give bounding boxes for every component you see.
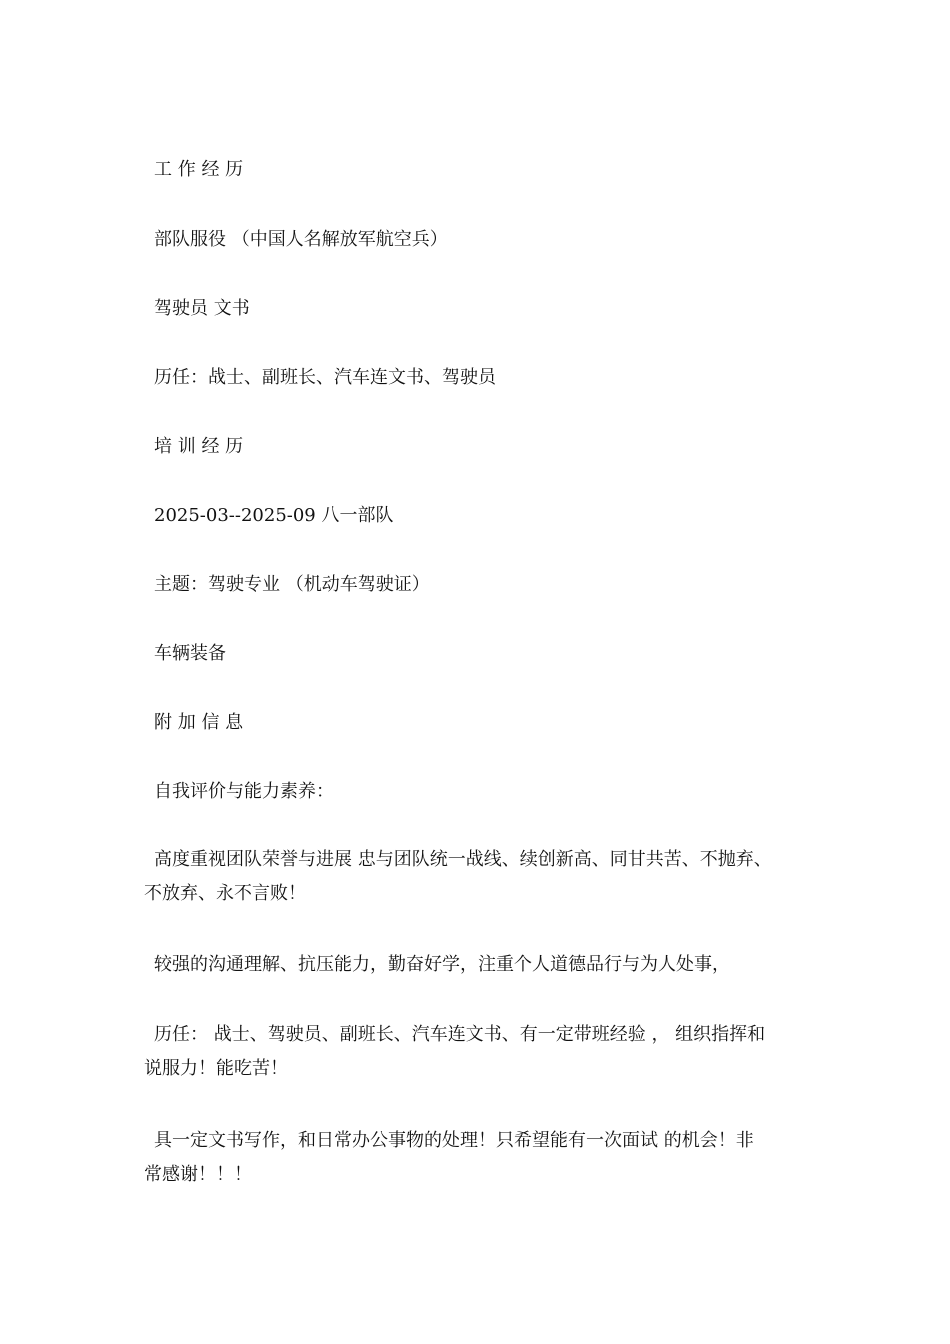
- section-heading-training: 培 训 经 历: [154, 436, 244, 457]
- section-heading-work-experience: 工 作 经 历: [154, 159, 244, 180]
- training-topic-line: 主题：驾驶专业 （机动车驾驶证）: [154, 574, 430, 595]
- position-line: 驾驶员 文书: [154, 298, 250, 319]
- paragraph-line: 较强的沟通理解、抗压能力，勤奋好学，注重个人道德品行与为人处事，: [154, 954, 730, 975]
- self-evaluation-paragraph-2: [144, 948, 814, 982]
- paragraph-line: 常感谢！！！: [144, 1164, 252, 1185]
- self-evaluation-paragraph-1: [144, 843, 814, 911]
- self-evaluation-paragraph-4: [144, 1124, 814, 1192]
- training-period-line: 2025-03--2025-09 八一部队: [154, 505, 394, 526]
- paragraph-line: 高度重视团队荣誉与进展 忠与团队统一战线、续创新高、同甘共苦、不抛弃、: [154, 849, 772, 870]
- military-service-line: 部队服役 （中国人名解放军航空兵）: [154, 229, 448, 250]
- paragraph-line: 说服力！能吃苦！: [144, 1058, 288, 1079]
- section-heading-additional-info: 附 加 信 息: [154, 712, 244, 733]
- self-evaluation-paragraph-3: [144, 1018, 814, 1086]
- positions-held-line: 历任：战士、副班长、汽车连文书、驾驶员: [154, 367, 496, 388]
- self-evaluation-heading: 自我评价与能力素养：: [154, 781, 334, 802]
- paragraph-line: 历任： 战士、驾驶员、副班长、汽车连文书、有一定带班经验 ， 组织指挥和: [154, 1024, 766, 1045]
- paragraph-line: 不放弃、永不言败！: [144, 883, 306, 904]
- vehicle-equipment-line: 车辆装备: [154, 643, 226, 664]
- paragraph-line: 具一定文书写作，和日常办公事物的处理！只希望能有一次面试 的机会！非: [154, 1130, 754, 1151]
